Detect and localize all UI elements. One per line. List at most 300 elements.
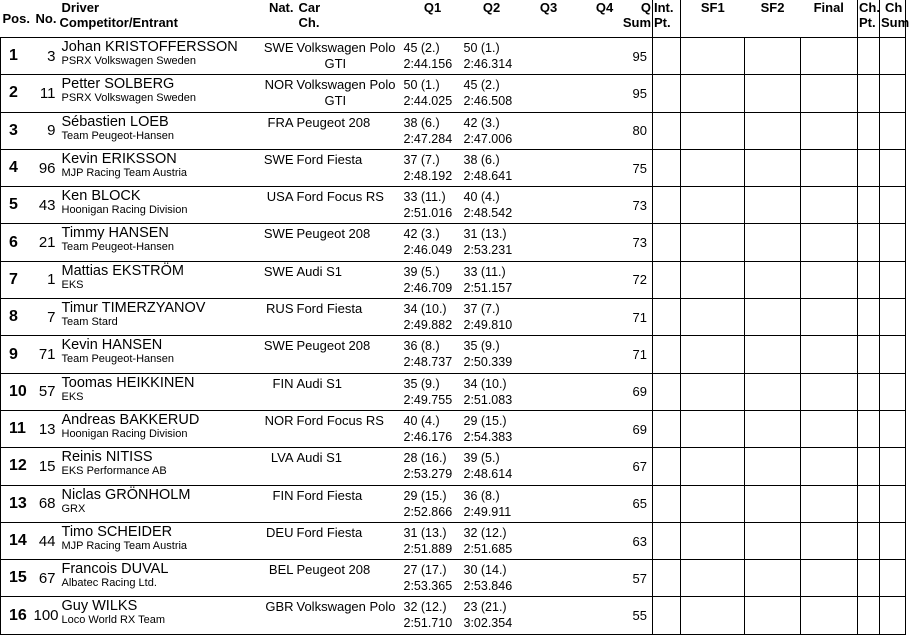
q3-cell — [521, 224, 577, 261]
q4-cell — [577, 149, 633, 186]
car-number-cell: 67 — [34, 560, 60, 597]
position-cell: 11 — [1, 410, 34, 447]
sf2-cell — [745, 38, 801, 75]
team-name: Hoonigan Racing Division — [61, 427, 188, 440]
q1-time: 2:53.279 — [403, 467, 453, 482]
q2-time: 2:49.911 — [463, 504, 512, 519]
q4-cell — [577, 597, 633, 634]
final-cell — [801, 522, 858, 559]
sf2-cell — [745, 187, 801, 224]
table-row — [1, 38, 906, 75]
q2-time: 2:49.810 — [463, 318, 513, 333]
q1-points: 40 (4.) — [403, 413, 440, 428]
sf1-cell — [681, 448, 745, 485]
q3-cell — [521, 448, 577, 485]
header-pos: Pos. — [1, 0, 34, 38]
sf1-cell — [681, 224, 745, 261]
q-sum-cell: 69 — [633, 373, 653, 410]
nationality-cell: RUS — [261, 299, 297, 336]
driver-name: Reinis NITISS — [61, 449, 153, 466]
q3-cell — [521, 299, 577, 336]
position-cell: 2 — [1, 75, 34, 112]
q-sum-cell: 95 — [633, 38, 653, 75]
car-cell — [297, 485, 403, 522]
q2-cell — [463, 75, 521, 112]
q-sum-cell: 95 — [633, 75, 653, 112]
ch-sum-cell — [880, 75, 906, 112]
sf2-cell — [745, 373, 801, 410]
position-cell: 8 — [1, 299, 34, 336]
q1-cell — [403, 187, 463, 224]
sf1-cell — [681, 38, 745, 75]
nationality-cell: SWE — [261, 336, 297, 373]
car-cell — [297, 75, 403, 112]
nationality-cell: SWE — [261, 224, 297, 261]
q4-cell — [577, 38, 633, 75]
nationality-cell: FIN — [261, 373, 297, 410]
q2-cell — [463, 373, 521, 410]
position-cell: 12 — [1, 448, 34, 485]
driver-name: Sébastien LOEB — [61, 113, 169, 130]
car-number-cell: 1 — [34, 261, 60, 298]
nationality-cell: BEL — [261, 560, 297, 597]
q4-cell — [577, 112, 633, 149]
q2-time: 2:51.083 — [463, 392, 513, 407]
driver-name: Johan KRISTOFFERSSON — [61, 39, 238, 55]
q3-cell — [521, 485, 577, 522]
int-pt-cell — [653, 224, 681, 261]
ch-sum-cell — [880, 597, 906, 634]
q1-time: 2:51.016 — [403, 206, 453, 221]
int-pt-cell — [653, 522, 681, 559]
team-name: MJP Racing Team Austria — [61, 166, 188, 179]
position-cell: 14 — [1, 522, 34, 559]
q1-points: 39 (5.) — [403, 264, 440, 279]
position-cell: 1 — [1, 38, 34, 75]
q2-cell — [463, 112, 521, 149]
team-name: Team Stard — [61, 316, 118, 329]
car-cell — [297, 38, 403, 75]
car-number-cell: 71 — [34, 336, 60, 373]
car-cell — [297, 187, 403, 224]
driver-cell — [60, 187, 261, 224]
q1-time: 2:44.156 — [403, 57, 453, 71]
q4-cell — [577, 448, 633, 485]
sf1-cell — [681, 373, 745, 410]
header-ch-sum: Ch Sum — [880, 0, 906, 38]
car-model: Audi S1 — [296, 450, 343, 466]
q1-time: 2:52.866 — [403, 504, 453, 519]
q1-time: 2:48.192 — [403, 168, 453, 183]
q1-cell — [403, 560, 463, 597]
q1-time: 2:47.284 — [403, 131, 453, 146]
header-nat: Nat. — [261, 0, 297, 38]
table-row — [1, 261, 906, 298]
q1-points: 35 (9.) — [403, 376, 440, 391]
sf2-cell — [745, 410, 801, 447]
int-pt-cell — [653, 38, 681, 75]
sf1-cell — [681, 560, 745, 597]
car-number-cell: 11 — [34, 75, 60, 112]
int-pt-cell — [653, 485, 681, 522]
int-pt-cell — [653, 448, 681, 485]
ch-sum-cell — [880, 373, 906, 410]
q2-time: 2:53.231 — [463, 243, 513, 258]
ch-sum-cell — [880, 224, 906, 261]
q1-time: 2:49.755 — [403, 392, 453, 407]
q2-points: 29 (15.) — [463, 413, 507, 428]
driver-cell — [60, 448, 261, 485]
driver-name: Guy WILKS — [61, 598, 138, 615]
ch-pt-cell — [858, 112, 880, 149]
q-sum-cell: 73 — [633, 224, 653, 261]
q2-points: 31 (13.) — [463, 227, 507, 242]
sf2-cell — [745, 560, 801, 597]
sf2-cell — [745, 112, 801, 149]
q3-cell — [521, 522, 577, 559]
header-final: Final — [801, 0, 858, 38]
q-sum-cell: 80 — [633, 112, 653, 149]
table-row — [1, 112, 906, 149]
q1-points: 45 (2.) — [403, 41, 440, 55]
q4-cell — [577, 224, 633, 261]
q4-cell — [577, 522, 633, 559]
sf2-cell — [745, 149, 801, 186]
sf1-cell — [681, 410, 745, 447]
table-row — [1, 299, 906, 336]
q3-cell — [521, 75, 577, 112]
team-name: EKS — [61, 278, 84, 291]
ch-pt-cell — [858, 261, 880, 298]
nationality-cell: SWE — [261, 38, 297, 75]
ch-sum-cell — [880, 38, 906, 75]
int-pt-cell — [653, 149, 681, 186]
final-cell — [801, 261, 858, 298]
q3-cell — [521, 336, 577, 373]
sf1-cell — [681, 485, 745, 522]
final-cell — [801, 448, 858, 485]
position-cell: 13 — [1, 485, 34, 522]
int-pt-cell — [653, 75, 681, 112]
q2-points: 30 (14.) — [463, 563, 507, 578]
q1-points: 42 (3.) — [403, 227, 440, 242]
q1-time: 2:46.709 — [403, 280, 453, 295]
driver-name: Kevin ERIKSSON — [61, 150, 177, 167]
q2-points: 37 (7.) — [463, 302, 500, 317]
header-sf2: SF2 — [745, 0, 801, 38]
car-model: Ford Focus RS — [296, 189, 384, 205]
q1-cell — [403, 299, 463, 336]
q4-cell — [577, 261, 633, 298]
car-number-cell: 96 — [34, 149, 60, 186]
header-ch-pt: Ch. Pt. — [858, 0, 880, 38]
car-number-cell: 7 — [34, 299, 60, 336]
nationality-cell: FRA — [261, 112, 297, 149]
driver-cell — [60, 373, 261, 410]
ch-pt-cell — [858, 522, 880, 559]
car-number-cell: 9 — [34, 112, 60, 149]
q1-cell — [403, 336, 463, 373]
car-model: Volkswagen Polo — [296, 77, 396, 93]
q-sum-cell: 63 — [633, 522, 653, 559]
q-sum-cell: 75 — [633, 149, 653, 186]
q2-points: 38 (6.) — [463, 152, 500, 167]
q3-cell — [521, 187, 577, 224]
ch-pt-cell — [858, 410, 880, 447]
q1-points: 32 (12.) — [403, 600, 447, 615]
car-number-cell: 44 — [34, 522, 60, 559]
car-model: Ford Fiesta — [296, 524, 363, 540]
q2-time: 2:51.157 — [463, 280, 513, 295]
position-cell: 10 — [1, 373, 34, 410]
table-row — [1, 187, 906, 224]
header-int-pt: Int. Pt. — [653, 0, 681, 38]
header-driver: Driver Competitor/Entrant — [60, 0, 261, 38]
nationality-cell: USA — [261, 187, 297, 224]
q2-time: 2:54.383 — [463, 429, 513, 444]
driver-cell — [60, 149, 261, 186]
driver-name: Timo SCHEIDER — [61, 523, 173, 540]
car-model-line2: GTI — [324, 56, 347, 71]
q1-points: 34 (10.) — [403, 302, 447, 317]
sf2-cell — [745, 299, 801, 336]
q2-time: 2:48.614 — [463, 467, 513, 482]
q1-time: 2:46.176 — [403, 429, 453, 444]
header-q-sum: Q Sum — [633, 0, 653, 38]
q2-cell — [463, 187, 521, 224]
q2-points: 35 (9.) — [463, 339, 500, 354]
q2-cell — [463, 597, 521, 634]
int-pt-cell — [653, 261, 681, 298]
team-name: Albatec Racing Ltd. — [61, 577, 157, 590]
final-cell — [801, 485, 858, 522]
car-cell — [297, 410, 403, 447]
car-cell — [297, 299, 403, 336]
header-q3: Q3 — [521, 0, 577, 38]
q2-cell — [463, 560, 521, 597]
ch-sum-cell — [880, 112, 906, 149]
q3-cell — [521, 410, 577, 447]
header-row — [1, 0, 906, 38]
ch-pt-cell — [858, 336, 880, 373]
team-name: PSRX Volkswagen Sweden — [61, 92, 197, 105]
driver-cell — [60, 597, 261, 634]
driver-name: Ken BLOCK — [61, 188, 141, 205]
ch-sum-cell — [880, 336, 906, 373]
q1-points: 36 (8.) — [403, 339, 440, 354]
driver-name: Timur TIMERZYANOV — [61, 300, 206, 317]
team-name: GRX — [61, 502, 86, 515]
sf1-cell — [681, 299, 745, 336]
q1-cell — [403, 38, 463, 75]
driver-cell — [60, 112, 261, 149]
nationality-cell: DEU — [261, 522, 297, 559]
driver-cell — [60, 560, 261, 597]
driver-name: Kevin HANSEN — [61, 337, 163, 354]
team-name: Team Peugeot-Hansen — [61, 241, 175, 254]
table-row — [1, 373, 906, 410]
position-cell: 4 — [1, 149, 34, 186]
ch-pt-cell — [858, 373, 880, 410]
table-row — [1, 560, 906, 597]
q2-cell — [463, 38, 521, 75]
ch-pt-cell — [858, 149, 880, 186]
car-number-cell: 21 — [34, 224, 60, 261]
q2-time: 2:53.846 — [463, 579, 513, 594]
nationality-cell: GBR — [261, 597, 297, 634]
q1-cell — [403, 261, 463, 298]
ch-sum-cell — [880, 448, 906, 485]
car-model: Peugeot 208 — [296, 226, 371, 242]
car-model: Peugeot 208 — [296, 338, 371, 354]
nationality-cell: LVA — [261, 448, 297, 485]
q2-time: 2:50.339 — [463, 355, 513, 370]
q1-time: 2:51.889 — [403, 541, 453, 556]
q1-time: 2:53.365 — [403, 579, 453, 594]
q4-cell — [577, 299, 633, 336]
ch-sum-cell — [880, 149, 906, 186]
car-model: Ford Fiesta — [296, 487, 363, 503]
q2-cell — [463, 336, 521, 373]
q-sum-cell: 71 — [633, 336, 653, 373]
table-row — [1, 336, 906, 373]
ch-pt-cell — [858, 187, 880, 224]
driver-name: Toomas HEIKKINEN — [61, 374, 195, 391]
driver-cell — [60, 224, 261, 261]
car-cell — [297, 448, 403, 485]
ch-pt-cell — [858, 485, 880, 522]
driver-name: Andreas BAKKERUD — [61, 411, 200, 428]
q2-points: 34 (10.) — [463, 376, 507, 391]
q1-cell — [403, 485, 463, 522]
final-cell — [801, 373, 858, 410]
sf1-cell — [681, 187, 745, 224]
int-pt-cell — [653, 112, 681, 149]
sf2-cell — [745, 597, 801, 634]
final-cell — [801, 410, 858, 447]
car-number-cell: 100 — [34, 597, 60, 634]
q2-time: 2:51.685 — [463, 541, 513, 556]
q2-points: 50 (1.) — [463, 41, 500, 55]
ch-pt-cell — [858, 448, 880, 485]
q1-points: 31 (13.) — [403, 525, 447, 540]
car-cell — [297, 560, 403, 597]
car-number-cell: 43 — [34, 187, 60, 224]
q2-time: 2:47.006 — [463, 131, 513, 146]
q2-cell — [463, 299, 521, 336]
position-cell: 3 — [1, 112, 34, 149]
q1-cell — [403, 410, 463, 447]
q1-points: 50 (1.) — [403, 78, 440, 93]
table-row — [1, 597, 906, 634]
q-sum-cell: 73 — [633, 187, 653, 224]
header-q2: Q2 — [463, 0, 521, 38]
q2-points: 32 (12.) — [463, 525, 507, 540]
car-number-cell: 57 — [34, 373, 60, 410]
header-sf1: SF1 — [681, 0, 745, 38]
car-cell — [297, 336, 403, 373]
driver-name: Timmy HANSEN — [61, 225, 169, 242]
q-sum-cell: 67 — [633, 448, 653, 485]
q2-cell — [463, 410, 521, 447]
final-cell — [801, 112, 858, 149]
q2-points: 42 (3.) — [463, 115, 500, 130]
q3-cell — [521, 38, 577, 75]
q4-cell — [577, 187, 633, 224]
car-cell — [297, 373, 403, 410]
q-sum-cell: 57 — [633, 560, 653, 597]
team-name: MJP Racing Team Austria — [61, 539, 188, 552]
int-pt-cell — [653, 597, 681, 634]
nationality-cell: SWE — [261, 149, 297, 186]
q1-points: 28 (16.) — [403, 451, 447, 466]
sf2-cell — [745, 485, 801, 522]
ch-sum-cell — [880, 485, 906, 522]
final-cell — [801, 224, 858, 261]
q1-cell — [403, 597, 463, 634]
table-row — [1, 75, 906, 112]
nationality-cell: FIN — [261, 485, 297, 522]
car-model: Volkswagen Polo — [296, 599, 396, 615]
ch-pt-cell — [858, 299, 880, 336]
ch-sum-cell — [880, 522, 906, 559]
header-no: No. — [34, 0, 60, 38]
header-car: Car Ch. — [297, 0, 403, 38]
sf2-cell — [745, 75, 801, 112]
final-cell — [801, 299, 858, 336]
sf1-cell — [681, 112, 745, 149]
ch-pt-cell — [858, 75, 880, 112]
final-cell — [801, 149, 858, 186]
team-name: Loco World RX Team — [61, 614, 166, 627]
q3-cell — [521, 112, 577, 149]
q1-cell — [403, 373, 463, 410]
q2-cell — [463, 261, 521, 298]
sf1-cell — [681, 75, 745, 112]
car-number-cell: 68 — [34, 485, 60, 522]
driver-cell — [60, 38, 261, 75]
table-row — [1, 485, 906, 522]
q4-cell — [577, 373, 633, 410]
int-pt-cell — [653, 560, 681, 597]
nationality-cell: SWE — [261, 261, 297, 298]
sf1-cell — [681, 336, 745, 373]
int-pt-cell — [653, 187, 681, 224]
ch-sum-cell — [880, 410, 906, 447]
car-model: Peugeot 208 — [296, 114, 371, 130]
position-cell: 16 — [1, 597, 34, 634]
q2-time: 2:48.542 — [463, 206, 513, 221]
ch-pt-cell — [858, 224, 880, 261]
final-cell — [801, 187, 858, 224]
q2-time: 2:46.508 — [463, 94, 513, 109]
q1-points: 29 (15.) — [403, 488, 447, 503]
q4-cell — [577, 336, 633, 373]
q3-cell — [521, 597, 577, 634]
q-sum-cell: 55 — [633, 597, 653, 634]
team-name: Team Peugeot-Hansen — [61, 353, 175, 366]
q2-cell — [463, 149, 521, 186]
driver-name: Petter SOLBERG — [61, 76, 175, 93]
q2-time: 2:48.641 — [463, 168, 513, 183]
table-row — [1, 224, 906, 261]
q3-cell — [521, 261, 577, 298]
int-pt-cell — [653, 299, 681, 336]
car-cell — [297, 149, 403, 186]
car-model: Ford Focus RS — [296, 412, 384, 428]
sf2-cell — [745, 522, 801, 559]
header-q1: Q1 — [403, 0, 463, 38]
